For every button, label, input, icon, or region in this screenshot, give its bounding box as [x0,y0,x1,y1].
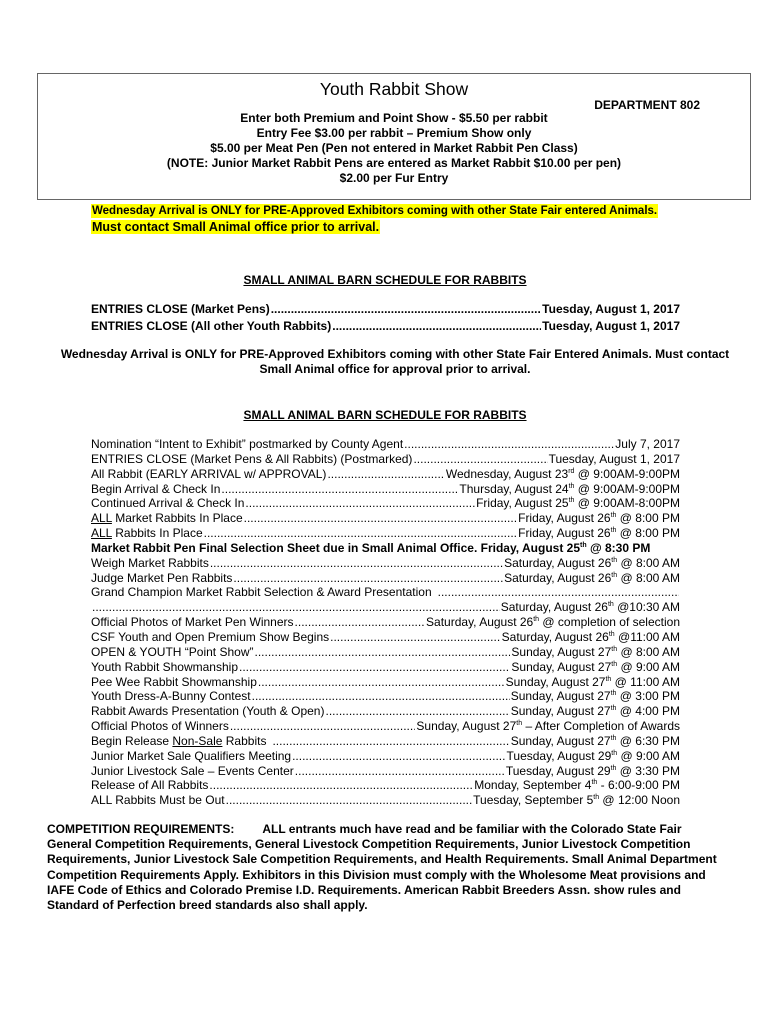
entries-close-row: ENTRIES CLOSE (All other Youth Rabbits) ..... Tuesday, August 1, 2017 [91,318,680,335]
schedule-row: Pee Wee Rabbit Showmanship ..... Sunday, August 27th @ 11:00 AM [91,675,680,690]
competition-requirements [47,822,727,913]
schedule-row: Grand Champion Market Rabbit Selection & Award Presentation ..... [91,585,680,600]
fee-line: (NOTE: Junior Market Rabbit Pens are entered as Market Rabbit $10.00 per pen) [166,156,622,170]
entries-close-list [91,301,680,335]
schedule-row: Youth Rabbit Showmanship ..... Sunday, August 27th @ 9:00 AM [91,660,680,675]
schedule-row: ALL Market Rabbits In Place ..... Friday, August 26th @ 8:00 PM [91,511,680,526]
entries-close-row: ENTRIES CLOSE (Market Pens) ..... Tuesday, August 1, 2017 [91,301,680,318]
schedule-row: Junior Market Sale Qualifiers Meeting ..... Tuesday, August 29th @ 9:00 AM [91,749,680,764]
schedule-row: Release of All Rabbits ..... Monday, September 4th - 6:00-9:00 PM [91,778,680,793]
highlight-line: Must contact Small Animal office prior to arrival. [92,220,380,234]
schedule-row: ENTRIES CLOSE (Market Pens & All Rabbits) (Postmarked) ..... Tuesday, August 1, 2017 [91,452,680,467]
section-title: SMALL ANIMAL BARN SCHEDULE FOR RABBITS [243,273,527,287]
schedule-row: Begin Release Non-Sale Rabbits ..... Sunday, August 27th @ 6:30 PM [91,734,680,749]
schedule-list [91,437,680,808]
schedule-row: Continued Arrival & Check In ..... Friday, August 25th @ 9:00AM-8:00PM [91,496,680,511]
header-box [37,73,751,200]
schedule-row: Youth Dress-A-Bunny Contest ..... Sunday, August 27th @ 3:00 PM [91,689,680,704]
highlight-notice [91,204,658,234]
section-title: SMALL ANIMAL BARN SCHEDULE FOR RABBITS [243,408,527,422]
highlight-line: Wednesday Arrival is ONLY for PRE-Approved Exhibitors coming with other State Fair entered Animals. [92,205,658,217]
fee-lines [38,111,750,186]
schedule-row: Official Photos of Market Pen Winners ..... Saturday, August 26th @ completion of selection [91,615,680,630]
arrival-notice: Wednesday Arrival is ONLY for PRE-Approved Exhibitors coming with other State Fair Entered Animals. Must contact Small Animal office for approval prior to arrival. [60,347,730,376]
schedule-row: Weigh Market Rabbits ..... Saturday, August 26th @ 8:00 AM [91,556,680,571]
schedule-row: Begin Arrival & Check In ..... Thursday, August 24th @ 9:00AM-9:00PM [91,482,680,497]
schedule-row: All Rabbit (EARLY ARRIVAL w/ APPROVAL) ..... Wednesday, August 23rd @ 9:00AM-9:00PM [91,467,680,482]
competition-label: COMPETITION REQUIREMENTS: [47,822,235,836]
schedule-row: Rabbit Awards Presentation (Youth & Open) ..... Sunday, August 27th @ 4:00 PM [91,704,680,719]
fee-line: $2.00 per Fur Entry [339,171,449,185]
schedule-row: OPEN & YOUTH “Point Show” ..... Sunday, August 27th @ 8:00 AM [91,645,680,660]
schedule-row: Judge Market Pen Rabbits ..... Saturday, August 26th @ 8:00 AM [91,571,680,586]
schedule-row: Nomination “Intent to Exhibit” postmarked by County Agent ..... July 7, 2017 [91,437,680,452]
fee-line: Entry Fee $3.00 per rabbit – Premium Show only [256,126,532,140]
schedule-row: CSF Youth and Open Premium Show Begins ..... Saturday, August 26th @11:00 AM [91,630,680,645]
department-label: DEPARTMENT 802 [594,98,700,112]
schedule-row: Market Rabbit Pen Final Selection Sheet due in Small Animal Office. Friday, August 25th @ 8:30 PM [91,540,651,555]
fee-line: Enter both Premium and Point Show - $5.50 per rabbit [240,111,548,125]
fee-line: $5.00 per Meat Pen (Pen not entered in Market Rabbit Pen Class) [210,141,578,155]
schedule-row: Official Photos of Winners ..... Sunday, August 27th – After Completion of Awards [91,719,680,734]
schedule-row: ALL Rabbits In Place ..... Friday, August 26th @ 8:00 PM [91,526,680,541]
page-title: Youth Rabbit Show [319,79,469,99]
schedule-row: ALL Rabbits Must be Out ..... Tuesday, September 5th @ 12:00 Noon [91,793,680,808]
schedule-row: Junior Livestock Sale – Events Center ..... Tuesday, August 29th @ 3:30 PM [91,764,680,779]
schedule-row: ..... Saturday, August 26th @10:30 AM [91,600,680,615]
competition-text: ALL entrants much have read and be familiar with the Colorado State Fair General Competition Requirements, General Livestock Competition Requirements, Junior Livestock Competition Requirements, Junior Livestock Sale Competition Requirements, and Health Requirements. Small Animal Department Competition Requirements Apply. Exhibitors in this Division must comply with the Wholesome Meat provisions and IAFE Code of Ethics and Colorado Premise I.D. Requirements. American Rabbit Breeders Assn. show rules and Standard of Perfection breed standards also shall apply. [47,822,717,913]
